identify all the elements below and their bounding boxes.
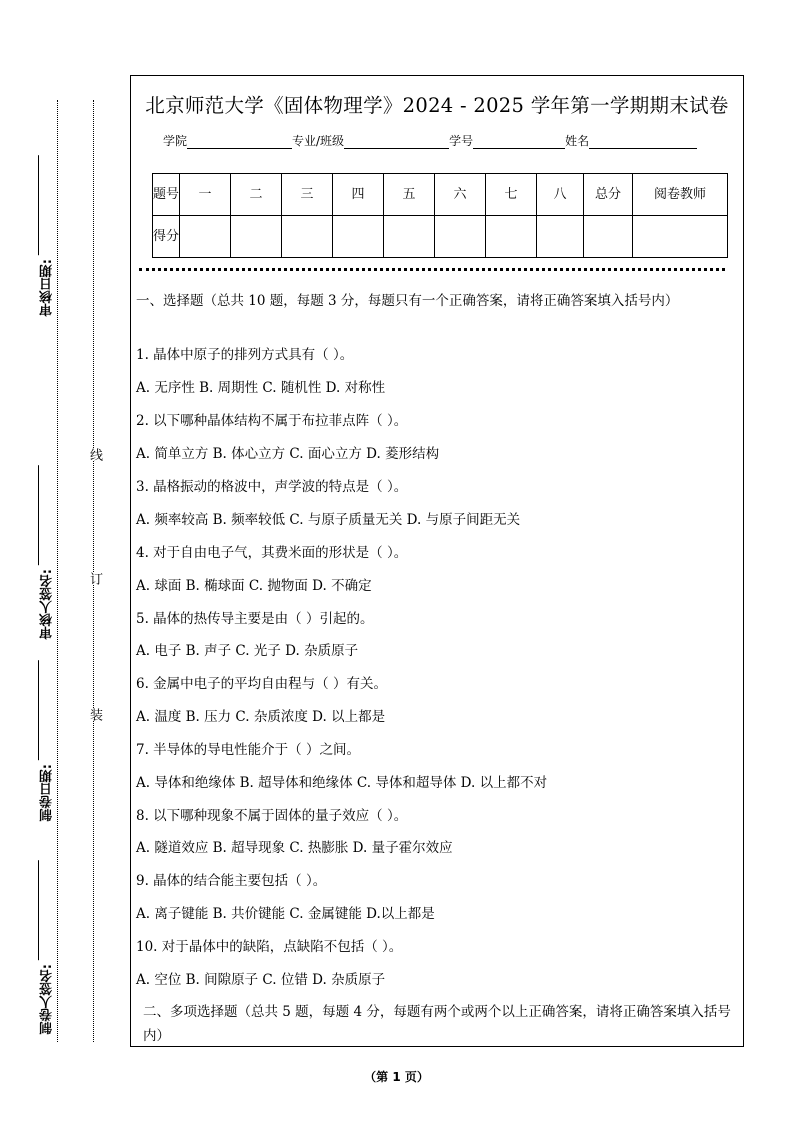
question-6-options: A. 温度 B. 压力 C. 杂质浓度 D. 以上都是 — [136, 709, 386, 725]
question-7: 7. 半导体的导电性能介于（ ）之间。 — [136, 742, 360, 758]
score-row-label-number: 题号 — [153, 174, 180, 216]
section1-heading: 一、选择题（总共 10 题，每题 3 分，每题只有一个正确答案，请将正确答案填入括号内） — [136, 293, 679, 309]
score-col-total: 总分 — [584, 174, 633, 216]
question-1-options: A. 无序性 B. 周期性 C. 随机性 D. 对称性 — [136, 380, 386, 396]
question-9-options: A. 离子键能 B. 共价键能 C. 金属键能 D.以上都是 — [136, 906, 435, 922]
question-4-options: A. 球面 B. 椭球面 C. 抛物面 D. 不确定 — [136, 578, 372, 594]
score-cell[interactable] — [435, 216, 486, 258]
student-info-row — [163, 132, 697, 149]
binding-strip — [0, 0, 120, 1122]
maker-date-field[interactable] — [38, 660, 58, 821]
question-8: 8. 以下哪种现象不属于固体的量子效应（ ）。 — [136, 808, 408, 824]
score-col-3: 三 — [282, 174, 333, 216]
question-4: 4. 对于自由电子气，其费米面的形状是（ ）。 — [136, 545, 408, 561]
cut-mark-line: 线 — [87, 448, 102, 461]
major-field[interactable] — [344, 134, 449, 149]
auditor-sign-label: 审核人签名: — [40, 569, 55, 640]
student-id-label: 学号 — [449, 134, 474, 148]
score-table-header-row — [153, 174, 728, 216]
question-1: 1. 晶体中原子的排列方式具有（ ）。 — [136, 347, 354, 363]
score-cell[interactable] — [282, 216, 333, 258]
cut-mark-seal: 装 — [87, 708, 102, 721]
exam-frame — [130, 75, 744, 1047]
audit-date-label: 审核日期: — [40, 259, 55, 317]
score-cell[interactable] — [486, 216, 537, 258]
score-col-6: 六 — [435, 174, 486, 216]
maker-sign-label: 制卷人签名: — [40, 964, 55, 1035]
college-label: 学院 — [163, 134, 188, 148]
score-col-4: 四 — [333, 174, 384, 216]
question-5-options: A. 电子 B. 声子 C. 光子 D. 杂质原子 — [136, 643, 359, 659]
question-8-options: A. 隧道效应 B. 超导现象 C. 热膨胀 D. 量子霍尔效应 — [136, 840, 453, 856]
score-cell[interactable] — [537, 216, 584, 258]
score-cell[interactable] — [231, 216, 282, 258]
binding-dotted-line-inner — [93, 100, 94, 1042]
question-5: 5. 晶体的热传导主要是由（ ）引起的。 — [136, 611, 374, 627]
page-number: （第 1 页） — [364, 1070, 429, 1084]
score-cell-total[interactable] — [584, 216, 633, 258]
major-label: 专业/班级 — [292, 134, 345, 148]
exam-title: 北京师范大学《固体物理学》2024 - 2025 学年第一学期期末试卷 — [145, 94, 729, 117]
question-3: 3. 晶格振动的格波中，声学波的特点是（ ）。 — [136, 479, 408, 495]
score-col-5: 五 — [384, 174, 435, 216]
name-field[interactable] — [589, 134, 697, 149]
score-cell[interactable] — [384, 216, 435, 258]
score-cell-grader[interactable] — [633, 216, 728, 258]
score-table-score-row — [153, 216, 728, 258]
name-label: 姓名 — [565, 134, 590, 148]
score-cell[interactable] — [180, 216, 231, 258]
question-10-options: A. 空位 B. 间隙原子 C. 位错 D. 杂质原子 — [136, 972, 386, 988]
auditor-sign-field[interactable] — [38, 465, 58, 639]
cut-mark-bind: 订 — [87, 572, 102, 585]
audit-date-field[interactable] — [38, 155, 58, 316]
score-row-label-score: 得分 — [153, 216, 180, 258]
question-3-options: A. 频率较高 B. 频率较低 C. 与原子质量无关 D. 与原子间距无关 — [136, 512, 521, 528]
question-10: 10. 对于晶体中的缺陷，点缺陷不包括（ ）。 — [136, 939, 403, 955]
student-id-field[interactable] — [473, 134, 565, 149]
maker-date-label: 制卷日期: — [40, 764, 55, 822]
section2-heading: 二、多项选择题（总共 5 题，每题 4 分，每题有两个或两个以上正确答案，请将正确答案填入括号内） — [143, 1004, 731, 1044]
question-2: 2. 以下哪种晶体结构不属于布拉菲点阵（ ）。 — [136, 413, 408, 429]
section-separator — [139, 268, 725, 271]
score-table — [152, 173, 728, 258]
score-col-7: 七 — [486, 174, 537, 216]
score-cell[interactable] — [333, 216, 384, 258]
score-col-8: 八 — [537, 174, 584, 216]
score-col-1: 一 — [180, 174, 231, 216]
score-col-grader: 阅卷教师 — [633, 174, 728, 216]
maker-sign-field[interactable] — [38, 860, 58, 1034]
question-9: 9. 晶体的结合能主要包括（ ）。 — [136, 873, 327, 889]
college-field[interactable] — [187, 134, 292, 149]
question-6: 6. 金属中电子的平均自由程与（ ）有关。 — [136, 676, 387, 692]
question-2-options: A. 简单立方 B. 体心立方 C. 面心立方 D. 菱形结构 — [136, 446, 440, 462]
question-7-options: A. 导体和绝缘体 B. 超导体和绝缘体 C. 导体和超导体 D. 以上都不对 — [136, 775, 548, 791]
score-col-2: 二 — [231, 174, 282, 216]
